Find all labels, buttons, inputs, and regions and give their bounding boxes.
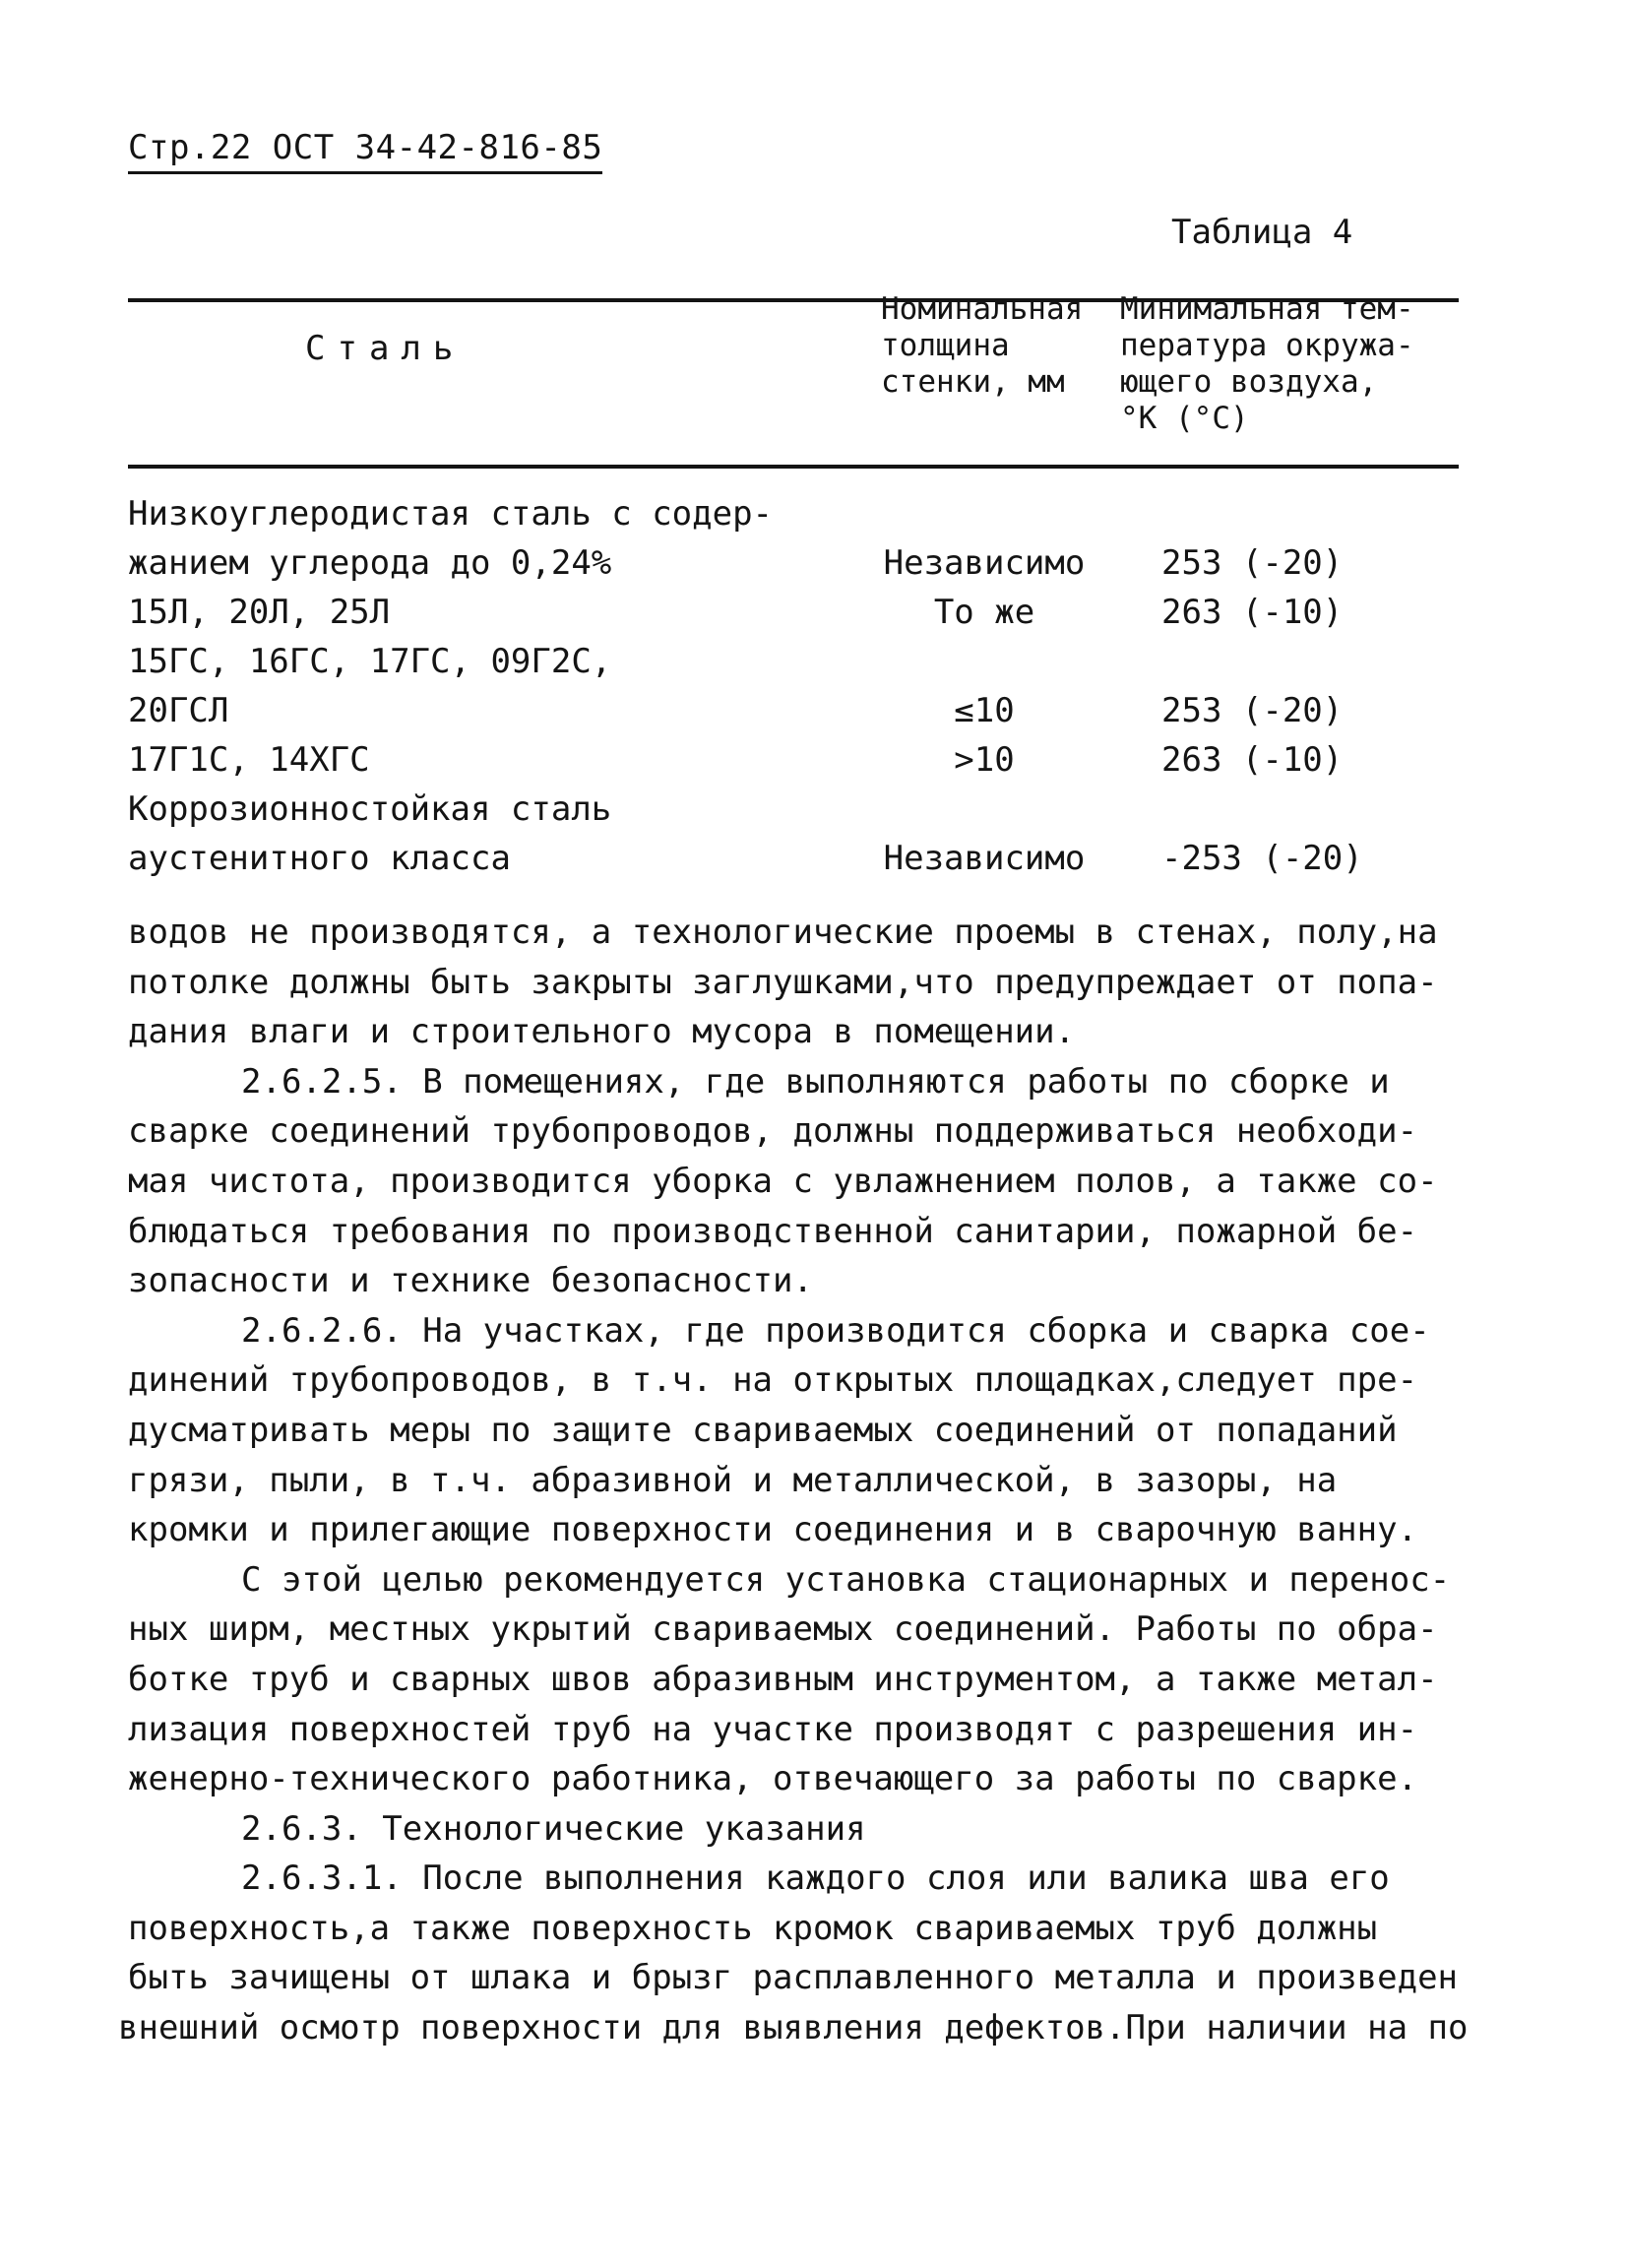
- cell-temperature: 253 (-20): [1161, 543, 1344, 583]
- text-line: кромки и прилегающие поверхности соединения и в сварочную ванну.: [128, 1510, 1418, 1550]
- column-header-thickness: [881, 291, 1083, 401]
- paragraph-2-6-3-1: [0, 1854, 1627, 2052]
- cell-temperature: 253 (-20): [1161, 691, 1344, 730]
- text-line: дусматривать меры по защите свариваемых соединений от попаданий: [128, 1410, 1398, 1450]
- text-line: дания влаги и строительного мусора в помещении.: [128, 1012, 1076, 1052]
- column-header-temperature-line: Минимальная тем-: [1120, 291, 1414, 327]
- paragraph-2-6-2-6: [0, 1306, 1627, 1555]
- cell-steel: Коррозионностойкая сталь: [128, 789, 612, 829]
- cell-thickness: ≤10: [954, 691, 1015, 730]
- text-line: внешний осмотр поверхности для выявления дефектов.При наличии на по: [118, 2008, 1469, 2048]
- text-line: ных ширм, местных укрытий свариваемых соединений. Работы по обра-: [128, 1609, 1438, 1650]
- cell-temperature: -253 (-20): [1161, 839, 1363, 878]
- page-header: Стр.22 ОСТ 34-42-816-85: [128, 126, 602, 174]
- text-line: блюдаться требования по производственной санитарии, пожарной бе-: [128, 1211, 1418, 1251]
- cell-temperature: 263 (-10): [1161, 593, 1344, 632]
- table-header-rule: [128, 465, 1459, 469]
- cell-thickness: Независимо: [883, 839, 1086, 878]
- column-header-temperature-line: пература окружа-: [1120, 328, 1414, 363]
- cell-thickness: То же: [933, 593, 1035, 632]
- column-header-thickness-line: стенки, мм: [881, 364, 1065, 400]
- column-header-temperature: [1120, 291, 1414, 437]
- column-header-thickness-line: толщина: [881, 328, 1010, 363]
- cell-steel: 20ГСЛ: [128, 691, 229, 730]
- text-line: зопасности и технике безопасности.: [128, 1261, 813, 1301]
- text-line: 2.6.2.6. На участках, где производится сборка и сварка сое-: [241, 1310, 1430, 1351]
- text-line: лизация поверхностей труб на участке производят с разрешения ин-: [128, 1709, 1418, 1749]
- text-line: женерно-технического работника, отвечающего за работы по сварке.: [128, 1759, 1418, 1799]
- text-line: мая чистота, производится уборка с увлажнением полов, а также со-: [128, 1161, 1438, 1201]
- section-heading-2-6-3: [0, 1804, 1627, 1855]
- cell-steel: 15Л, 20Л, 25Л: [128, 593, 391, 632]
- paragraph-purpose: [0, 1555, 1627, 1804]
- cell-steel: Низкоуглеродистая сталь с содер-: [128, 494, 774, 534]
- text-line: быть зачищены от шлака и брызг расплавленного металла и произведен: [128, 1958, 1459, 1998]
- text-line: ботке труб и сварных швов абразивным инструментом, а также метал-: [128, 1659, 1438, 1699]
- cell-thickness: Независимо: [883, 543, 1086, 583]
- column-header-thickness-line: Номинальная: [881, 291, 1084, 327]
- cell-thickness: >10: [954, 740, 1015, 780]
- text-line: 2.6.3.1. После выполнения каждого слоя или валика шва его: [241, 1858, 1390, 1899]
- body-text: [0, 908, 1627, 2053]
- text-line: С этой целью рекомендуется установка стационарных и перенос-: [241, 1559, 1451, 1600]
- column-header-temperature-line: ющего воздуха,: [1120, 364, 1378, 400]
- cell-steel: аустенитного класса: [128, 839, 511, 878]
- text-line: потолке должны быть закрыты заглушками,что предупреждает от попа-: [128, 962, 1438, 1002]
- text-line: сварке соединений трубопроводов, должны поддерживаться необходи-: [128, 1111, 1418, 1152]
- cell-steel: 15ГС, 16ГС, 17ГС, 09Г2С,: [128, 642, 612, 681]
- column-header-temperature-line: °К (°С): [1120, 401, 1249, 436]
- text-line: динений трубопроводов, в т.ч. на открытых площадках,следует пре-: [128, 1360, 1418, 1401]
- text-line: поверхность,а также поверхность кромок свариваемых труб должны: [128, 1908, 1378, 1948]
- text-line: 2.6.2.5. В помещениях, где выполняются работы по сборке и: [241, 1061, 1390, 1102]
- table-title: Таблица 4: [1171, 213, 1353, 252]
- cell-temperature: 263 (-10): [1161, 740, 1344, 780]
- cell-steel: жанием углерода до 0,24%: [128, 543, 612, 583]
- paragraph-continuation: [0, 908, 1627, 1057]
- text-line: грязи, пыли, в т.ч. абразивной и металлической, в зазоры, на: [128, 1460, 1338, 1500]
- column-header-steel: Сталь: [305, 329, 466, 368]
- text-line: 2.6.3. Технологические указания: [241, 1808, 866, 1849]
- text-line: водов не производятся, а технологические проемы в стенах, полу,на: [128, 913, 1438, 952]
- cell-steel: 17Г1С, 14ХГС: [128, 740, 370, 780]
- paragraph-2-6-2-5: [0, 1057, 1627, 1306]
